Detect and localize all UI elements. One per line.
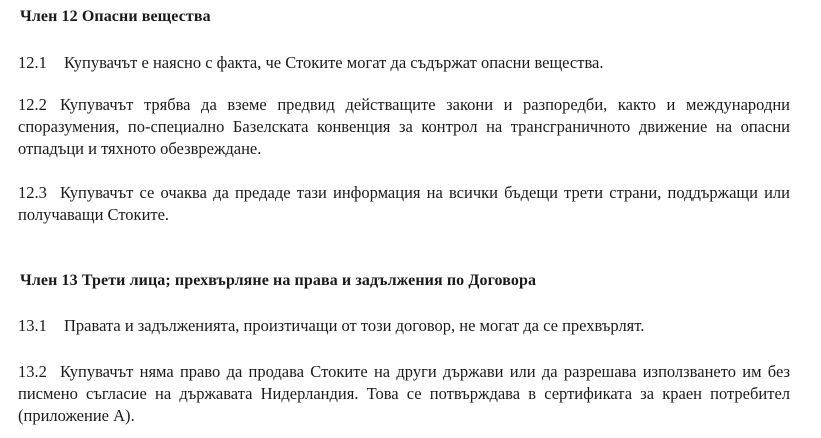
article-12-heading: Член 12 Опасни вещества	[20, 8, 211, 25]
clause-text: Купувачът трябва да вземе предвид действащите закони и разпоредби, както и международни споразумения, по-специално Базелската конвенция за контрол на трансграничното движение на опасни отпадъци и тяхното обезвреждане.	[18, 95, 790, 158]
clause-number: 13.2	[18, 362, 47, 381]
clause-number: 12.2	[18, 95, 47, 114]
clause-12-1	[18, 52, 790, 74]
clause-text: Купувачът няма право да продава Стоките на други държави или да разрешава използването им без писмено съгласие на държавата Нидерландия. Това се потвърждава в сертификата за краен потребител (приложение А).	[18, 362, 790, 425]
clause-12-2	[18, 94, 790, 160]
clause-number: 12.1	[18, 53, 47, 72]
clause-number: 13.1	[18, 316, 47, 335]
clause-text: Правата и задълженията, произтичащи от този договор, не могат да се прехвърлят.	[64, 316, 645, 335]
article-13-heading: Член 13 Трети лица; прехвърляне на права и задължения по Договора	[20, 272, 537, 289]
clause-text: Купувачът е наясно с факта, че Стоките могат да съдържат опасни вещества.	[64, 53, 604, 72]
clause-13-1	[18, 315, 790, 337]
clause-number: 12.3	[18, 183, 47, 202]
clause-text: Купувачът се очаква да предаде тази информация на всички бъдещи трети страни, поддържащи или получаващи Стоките.	[18, 183, 790, 224]
clause-13-2	[18, 361, 790, 427]
clause-12-3	[18, 182, 790, 226]
